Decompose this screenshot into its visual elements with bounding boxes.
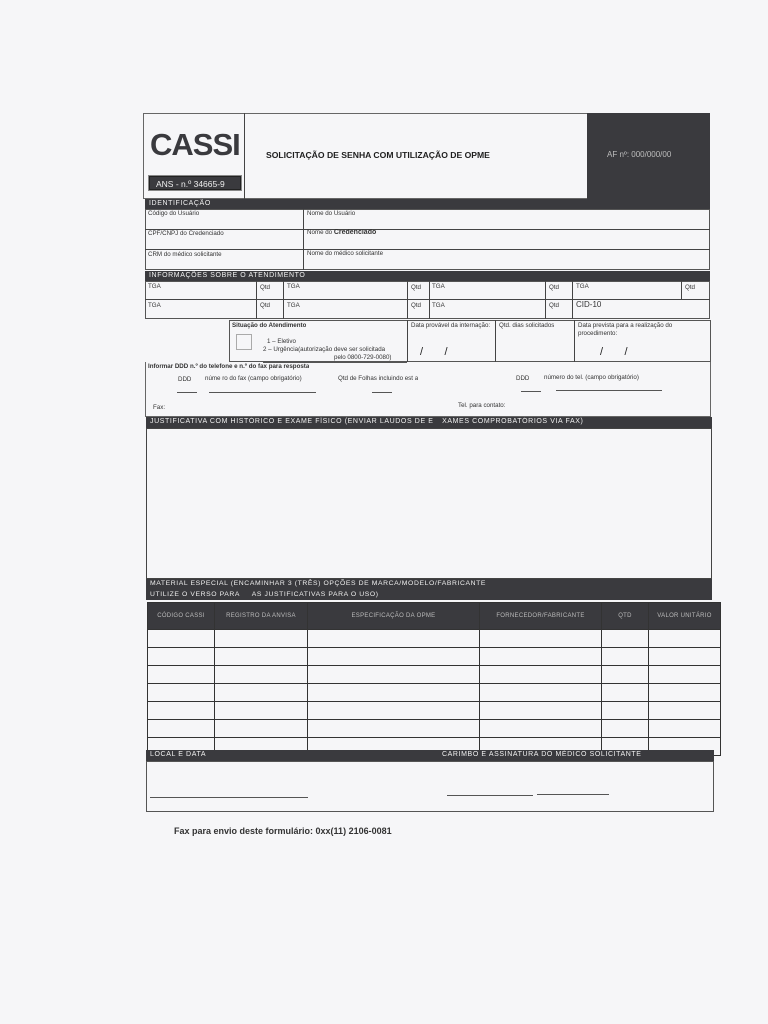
tel-contato-label: Tel. para contato: <box>458 402 506 409</box>
table-cell[interactable] <box>215 666 308 684</box>
tga-field[interactable]: TGA <box>287 283 300 290</box>
data-procedimento-label: Data prevista para a realização do procedimento: <box>578 322 673 337</box>
situacao-checkbox[interactable] <box>236 334 252 350</box>
table-cell[interactable] <box>308 720 480 738</box>
qtd-folhas-label: Qtd de Folhas incluindo est a <box>338 375 419 382</box>
col-registro-anvisa: REGISTRO DA ANVISA <box>215 603 308 630</box>
table-cell[interactable] <box>649 666 721 684</box>
justificativa-bar-text-1: JUSTIFICATIVA COM HISTÓRICO E EXAME FÍSICO (ENVIAR LAUDOS DE E <box>150 418 434 425</box>
fax-label: Fax: <box>153 404 166 411</box>
table-cell[interactable] <box>480 702 602 720</box>
ddd-label: DDD <box>516 375 530 382</box>
qtd-field[interactable]: Qtd <box>411 302 421 309</box>
qtd-field[interactable]: Qtd <box>260 302 270 309</box>
data-internacao-label: Data provável da internação: <box>411 322 491 329</box>
table-cell[interactable] <box>215 648 308 666</box>
tga-field[interactable]: TGA <box>576 283 589 290</box>
option-urgencia: 2 – Urgência(autorização deve ser solicitada <box>263 346 386 353</box>
numero-fax-input[interactable] <box>209 392 316 393</box>
table-cell[interactable] <box>480 630 602 648</box>
tga-grid <box>145 281 710 319</box>
nome-credenciado-bold: Credenciado <box>333 229 377 236</box>
table-cell[interactable] <box>649 702 721 720</box>
table-cell[interactable] <box>308 702 480 720</box>
table-cell[interactable] <box>148 720 215 738</box>
table-cell[interactable] <box>602 630 649 648</box>
nome-usuario-field[interactable]: Nome do Usuário <box>307 210 356 217</box>
header-divider <box>244 113 245 199</box>
ddd-tel-input[interactable] <box>521 391 541 392</box>
table-cell[interactable] <box>215 630 308 648</box>
option-urgencia-phone: pelo 0800-729-0080) <box>334 354 392 361</box>
tga-field[interactable]: TGA <box>148 302 161 309</box>
numero-tel-input[interactable] <box>556 390 662 391</box>
material-bar-text-2: UTILIZE O VERSO PARA AS JUSTIFICATIVAS PARA O USO) <box>150 591 379 598</box>
logo: CASSI <box>150 127 240 162</box>
assinatura-input[interactable] <box>537 794 609 795</box>
nome-credenciado-prefix: Nome do <box>307 229 333 236</box>
table-cell[interactable] <box>308 666 480 684</box>
qtd-field[interactable]: Qtd <box>549 284 559 291</box>
atendimento-bar: INFORMAÇÕES SOBRE O ATENDIMENTO <box>145 271 710 281</box>
identificacao-bar: IDENTIFICAÇÃO <box>145 199 710 209</box>
situacao-title: Situação do Atendimento <box>232 322 307 329</box>
table-cell[interactable] <box>148 666 215 684</box>
nome-credenciado-field[interactable] <box>307 229 376 237</box>
table-cell[interactable] <box>308 630 480 648</box>
qtd-folhas-input[interactable] <box>372 392 392 393</box>
material-header-row <box>148 603 721 630</box>
local-bar <box>146 750 714 761</box>
material-table <box>147 602 721 756</box>
table-cell[interactable] <box>649 720 721 738</box>
tga-field[interactable]: TGA <box>432 302 445 309</box>
justificativa-bar-text-2: XAMES COMPROBATÓRIOS VIA FAX) <box>442 418 584 425</box>
carimbo-label: CARIMBO E ASSINATURA DO MÉDICO SOLICITANTE <box>442 751 642 758</box>
justificativa-textarea[interactable] <box>146 428 712 579</box>
table-cell[interactable] <box>602 702 649 720</box>
tga-field[interactable]: TGA <box>287 302 300 309</box>
table-cell[interactable] <box>480 648 602 666</box>
col-qtd: QTD <box>602 603 649 630</box>
table-cell[interactable] <box>649 684 721 702</box>
qtd-field[interactable]: Qtd <box>411 284 421 291</box>
table-cell[interactable] <box>148 630 215 648</box>
material-bar-text-1: MATERIAL ESPECIAL (ENCAMINHAR 3 (TRÊS) OPÇÕES DE MARCA/MODELO/FABRICANTE <box>150 580 487 587</box>
table-cell[interactable] <box>602 684 649 702</box>
local-data-label: LOCAL E DATA <box>150 751 207 758</box>
table-cell[interactable] <box>480 720 602 738</box>
codigo-usuario-field[interactable]: Código do Usuário <box>148 210 200 217</box>
footer-fax: Fax para envio deste formulário: 0xx(11) 2106-0081 <box>174 826 392 836</box>
col-valor-unitario: VALOR UNITÁRIO <box>649 603 721 630</box>
cid10-field[interactable]: CID-10 <box>576 301 602 309</box>
table-cell[interactable] <box>148 702 215 720</box>
table-row <box>148 702 721 720</box>
crm-field[interactable]: CRM do médico solicitante <box>148 251 222 258</box>
col-especificacao: ESPECIFICAÇÃO DA OPME <box>308 603 480 630</box>
cpf-cnpj-field[interactable]: CPF/CNPJ do Credenciado <box>148 230 224 237</box>
table-row <box>148 630 721 648</box>
table-cell[interactable] <box>308 648 480 666</box>
tga-field[interactable]: TGA <box>432 283 445 290</box>
fax-info-title: Informar DDD n.º do telefone e n.º do fax para resposta <box>148 363 310 370</box>
table-cell[interactable] <box>649 648 721 666</box>
table-cell[interactable] <box>649 630 721 648</box>
qtd-field[interactable]: Qtd <box>685 284 695 291</box>
table-cell[interactable] <box>215 702 308 720</box>
ans-badge: ANS - n.º 34665-9 <box>149 176 241 190</box>
local-section <box>146 761 714 812</box>
carimbo-input[interactable] <box>447 795 533 796</box>
numero-tel-label: número do tel. (campo obrigatório) <box>544 374 639 381</box>
af-number: AF nº: 000/000/00 <box>607 150 672 159</box>
form-title: SOLICITAÇÃO DE SENHA COM UTILIZAÇÃO DE OPME <box>266 150 490 160</box>
table-row <box>148 648 721 666</box>
qtd-field[interactable]: Qtd <box>549 302 559 309</box>
qtd-dias-label: Qtd. dias solicitados <box>499 322 555 329</box>
option-eletivo: 1 – Eletivo <box>267 338 296 345</box>
identificacao-section <box>145 209 710 270</box>
tga-field[interactable]: TGA <box>148 283 161 290</box>
table-cell[interactable] <box>480 666 602 684</box>
justificativa-bar <box>146 417 712 428</box>
table-cell[interactable] <box>602 720 649 738</box>
nome-medico-field[interactable]: Nome do médico solicitante <box>307 250 384 257</box>
ddd-fax-input[interactable] <box>177 392 197 393</box>
local-data-input[interactable] <box>150 797 308 798</box>
table-cell[interactable] <box>308 684 480 702</box>
data-procedimento-slashes[interactable]: / / <box>600 346 628 358</box>
table-row <box>148 666 721 684</box>
table-cell[interactable] <box>480 684 602 702</box>
col-fornecedor: FORNECEDOR/FABRICANTE <box>480 603 602 630</box>
ddd-label: DDD <box>178 376 192 383</box>
table-row <box>148 684 721 702</box>
table-cell[interactable] <box>602 648 649 666</box>
data-internacao-slashes[interactable]: / / <box>420 346 448 358</box>
table-row <box>148 720 721 738</box>
table-cell[interactable] <box>602 666 649 684</box>
numero-fax-label: núme ro do fax (campo obrigatório) <box>205 375 302 382</box>
col-codigo-cassi: CÓDIGO CASSI <box>148 603 215 630</box>
qtd-field[interactable]: Qtd <box>260 284 270 291</box>
table-cell[interactable] <box>215 720 308 738</box>
table-cell[interactable] <box>215 684 308 702</box>
table-cell[interactable] <box>148 648 215 666</box>
table-cell[interactable] <box>148 684 215 702</box>
